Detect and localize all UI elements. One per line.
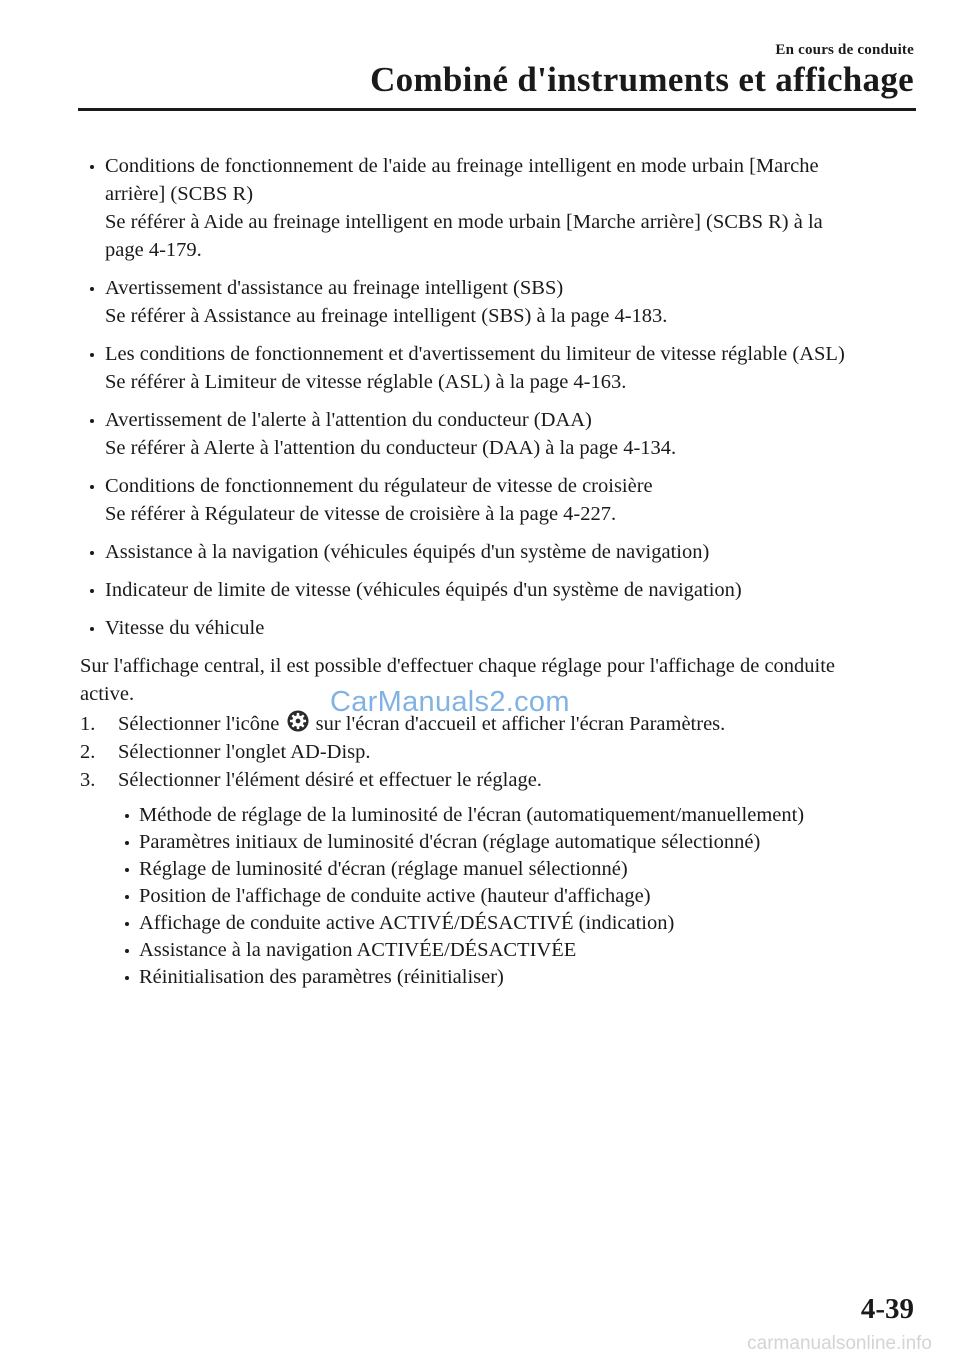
setting-item-label: Position de l'affichage de conduite active (hauteur d'affichage)	[139, 885, 651, 907]
step-number: 1.	[80, 713, 96, 735]
bullet-dot	[125, 922, 129, 926]
bullet-dot	[125, 841, 129, 845]
setting-item	[117, 883, 920, 910]
bullet-dot	[90, 485, 94, 489]
bullet-item	[80, 538, 920, 566]
watermark: CarManuals2.com	[330, 686, 570, 718]
setting-item-label: Assistance à la navigation ACTIVÉE/DÉSACTIVÉE	[139, 939, 577, 961]
setting-item-label: Affichage de conduite active ACTIVÉ/DÉSACTIVÉ (indication)	[139, 912, 675, 934]
step-number: 2.	[80, 741, 96, 763]
bullet-line: Se référer à Alerte à l'attention du conducteur (DAA) à la page 4-134.	[105, 437, 677, 459]
setting-item	[117, 802, 920, 829]
setting-item	[117, 937, 920, 964]
bullet-line: Avertissement d'assistance au freinage intelligent (SBS)	[105, 277, 564, 299]
setting-items-list	[80, 802, 920, 991]
bullet-item	[80, 340, 920, 396]
bullet-line: page 4-179.	[105, 239, 202, 261]
setting-item	[117, 829, 920, 856]
bullet-line: Les conditions de fonctionnement et d'avertissement du limiteur de vitesse réglable (ASL)	[105, 343, 845, 365]
bullet-item	[80, 472, 920, 528]
setting-item-label: Réinitialisation des paramètres (réinitialiser)	[139, 966, 504, 988]
bullet-item	[80, 274, 920, 330]
bullet-dot	[125, 814, 129, 818]
bullet-dot	[90, 589, 94, 593]
setting-item	[117, 964, 920, 991]
step-2	[80, 738, 920, 766]
bullet-line: Conditions de fonctionnement de l'aide au freinage intelligent en mode urbain [Marche	[105, 155, 819, 177]
bullet-item	[80, 576, 920, 604]
bullet-dot	[125, 976, 129, 980]
setting-item	[117, 856, 920, 883]
bullet-line: Indicateur de limite de vitesse (véhicules équipés d'un système de navigation)	[105, 579, 742, 601]
step-text: Sélectionner l'onglet AD-Disp.	[118, 741, 371, 763]
gear-icon	[287, 710, 309, 732]
bullet-list	[80, 152, 920, 642]
bullet-line: Se référer à Aide au freinage intelligent en mode urbain [Marche arrière] (SCBS R) à la	[105, 211, 823, 233]
intro-line-2: active.	[80, 683, 135, 705]
bullet-line: Se référer à Limiteur de vitesse réglable (ASL) à la page 4-163.	[105, 371, 627, 393]
step-text: Sélectionner l'élément désiré et effectuer le réglage.	[118, 769, 542, 791]
page-number: 4-39	[860, 1293, 914, 1325]
bullet-dot	[125, 949, 129, 953]
bullet-line: Vitesse du véhicule	[105, 617, 265, 639]
step-3	[80, 766, 920, 794]
intro-line-1: Sur l'affichage central, il est possible d'effectuer chaque réglage pour l'affichage de conduite	[80, 655, 836, 677]
bullet-dot	[90, 287, 94, 291]
bullet-line: arrière] (SCBS R)	[105, 183, 254, 205]
bullet-line: Assistance à la navigation (véhicules équipés d'un système de navigation)	[105, 541, 710, 563]
footer-watermark: carmanualsonline.info	[747, 1333, 932, 1354]
bullet-line: Se référer à Assistance au freinage intelligent (SBS) à la page 4-183.	[105, 305, 668, 327]
bullet-dot	[90, 419, 94, 423]
header-divider	[78, 108, 916, 111]
setting-item-label: Paramètres initiaux de luminosité d'écran (réglage automatique sélectionné)	[139, 831, 761, 853]
bullet-dot	[125, 895, 129, 899]
bullet-item	[80, 406, 920, 462]
step-number: 3.	[80, 769, 96, 791]
bullet-line: Se référer à Régulateur de vitesse de croisière à la page 4-227.	[105, 503, 617, 525]
bullet-item	[80, 152, 920, 264]
bullet-line: Avertissement de l'alerte à l'attention du conducteur (DAA)	[105, 409, 592, 431]
step-text-before: Sélectionner l'icône	[118, 713, 280, 735]
bullet-dot	[125, 868, 129, 872]
setting-item-label: Méthode de réglage de la luminosité de l'écran (automatiquement/manuellement)	[139, 804, 805, 826]
page-title: Combiné d'instruments et affichage	[370, 60, 914, 99]
bullet-dot	[90, 165, 94, 169]
bullet-dot	[90, 353, 94, 357]
running-header-section: En cours de conduite	[775, 42, 914, 58]
bullet-line: Conditions de fonctionnement du régulateur de vitesse de croisière	[105, 475, 653, 497]
bullet-item	[80, 614, 920, 642]
page-body	[80, 152, 920, 991]
step-text-after: sur l'écran d'accueil et afficher l'écran Paramètres.	[315, 713, 726, 735]
bullet-dot	[90, 551, 94, 555]
setting-item	[117, 910, 920, 937]
setting-item-label: Réglage de luminosité d'écran (réglage manuel sélectionné)	[139, 858, 628, 880]
bullet-dot	[90, 627, 94, 631]
